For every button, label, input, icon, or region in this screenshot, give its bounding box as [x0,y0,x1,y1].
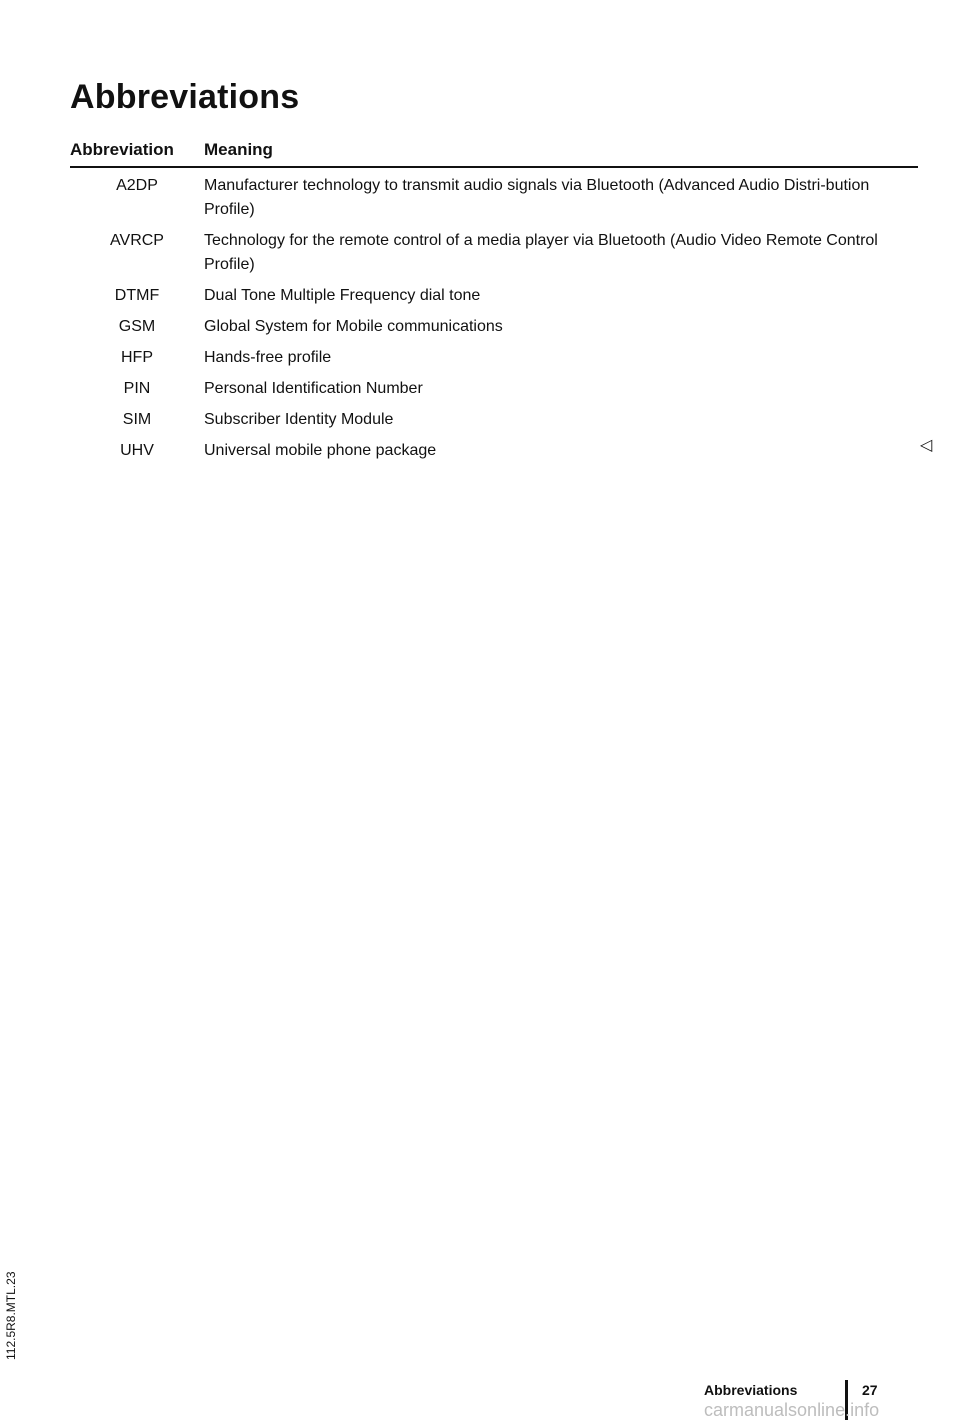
abbreviation-cell: AVRCP [110,232,164,249]
abbreviation-cell: UHV [120,442,154,459]
table-row [70,174,918,222]
table-body [70,174,918,463]
table-row [70,439,918,463]
table-row [70,377,918,401]
abbreviation-cell: DTMF [114,287,160,304]
abbreviation-cell: PIN [123,380,151,397]
meaning-cell: Dual Tone Multiple Frequency dial tone [204,287,481,304]
page-title: Abbreviations [70,78,300,116]
meaning-cell: Subscriber Identity Module [204,411,394,428]
meaning-cell: Personal Identification Number [204,380,423,397]
abbreviation-cell: A2DP [116,177,158,194]
abbreviation-cell: SIM [122,411,152,428]
table-row [70,284,918,308]
table-header [70,140,918,168]
page-number: 27 [862,1382,878,1398]
meaning-cell: Hands-free profile [204,349,332,366]
abbreviations-table [70,140,918,470]
table-row [70,229,918,277]
meaning-cell: Manufacturer technology to transmit audio signals via Bluetooth (Advanced Audio Distri-bution Profile) [204,177,870,218]
meaning-cell: Technology for the remote control of a media player via Bluetooth (Audio Video Remote Control Profile) [204,232,878,273]
watermark: carmanualsonline.info [704,1400,880,1420]
footer-section-title: Abbreviations [704,1382,798,1398]
header-abbreviation: Abbreviation [70,140,174,159]
table-row [70,408,918,432]
meaning-cell: Universal mobile phone package [204,442,437,459]
abbreviation-cell: HFP [121,349,153,366]
table-row [70,346,918,370]
header-meaning: Meaning [204,140,273,159]
document-code: 112.5R8.MTL.23 [4,1271,18,1360]
abbreviation-cell: GSM [118,318,156,335]
meaning-cell: Global System for Mobile communications [204,318,503,335]
section-end-marker-icon: ◁ [920,437,933,454]
table-row [70,315,918,339]
